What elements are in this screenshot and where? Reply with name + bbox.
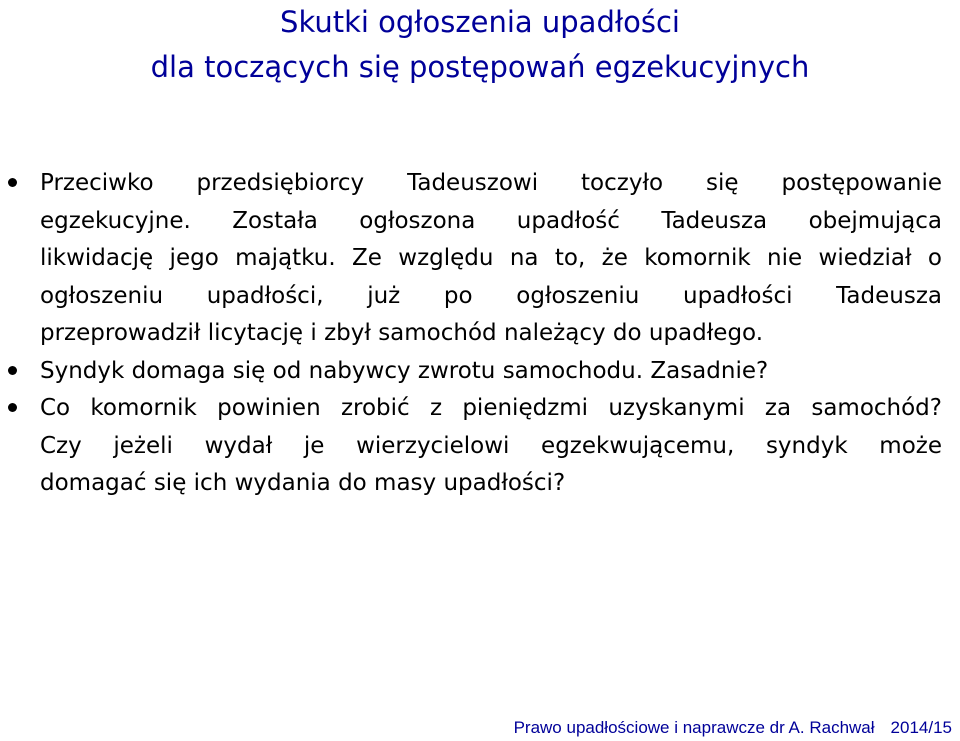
slide-title: [0, 0, 960, 90]
bullet-line: egzekucyjne. Została ogłoszona upadłość Tadeusza obejmująca: [40, 207, 942, 234]
footer-text: Prawo upadłościowe i naprawcze dr A. Rachwał: [513, 718, 875, 737]
bullet-marker-icon: [8, 366, 17, 375]
bullet-line: Przeciwko przedsiębiorcy Tadeuszowi toczyło się postępowanie: [40, 170, 942, 196]
bullet-line: Syndyk domaga się od nabywcy zwrotu samochodu. Zasadnie?: [40, 357, 769, 384]
bullet-text: [40, 353, 942, 391]
bullet-item: [0, 165, 960, 353]
bullet-marker-icon: [8, 178, 17, 187]
bullet-line: domagać się ich wydania do masy upadłości?: [40, 470, 566, 496]
bullet-text: [40, 390, 942, 503]
bullet-item: [0, 390, 960, 503]
slide-title-line-2: dla toczących się postępowań egzekucyjnych: [150, 50, 810, 84]
bullet-list: [0, 165, 960, 503]
bullet-line: Czy jeżeli wydał je wierzycielowi egzekwującemu, syndyk może: [40, 432, 942, 459]
slide-footer: [514, 717, 952, 739]
slide-title-line-1: Skutki ogłoszenia upadłości: [280, 5, 680, 39]
footer-year: 2014/15: [890, 718, 952, 737]
bullet-item: [0, 353, 960, 391]
bullet-line: Co komornik powinien zrobić z pieniędzmi uzyskanymi za samochód?: [40, 395, 942, 421]
bullet-line: likwidację jego majątku. Ze względu na to, że komornik nie wiedział o: [40, 245, 942, 271]
bullet-line: ogłoszeniu upadłości, już po ogłoszeniu upadłości Tadeusza: [40, 282, 942, 309]
bullet-text: [40, 165, 942, 353]
bullet-line: przeprowadził licytację i zbył samochód należący do upadłego.: [40, 320, 764, 346]
bullet-marker-icon: [8, 403, 17, 412]
